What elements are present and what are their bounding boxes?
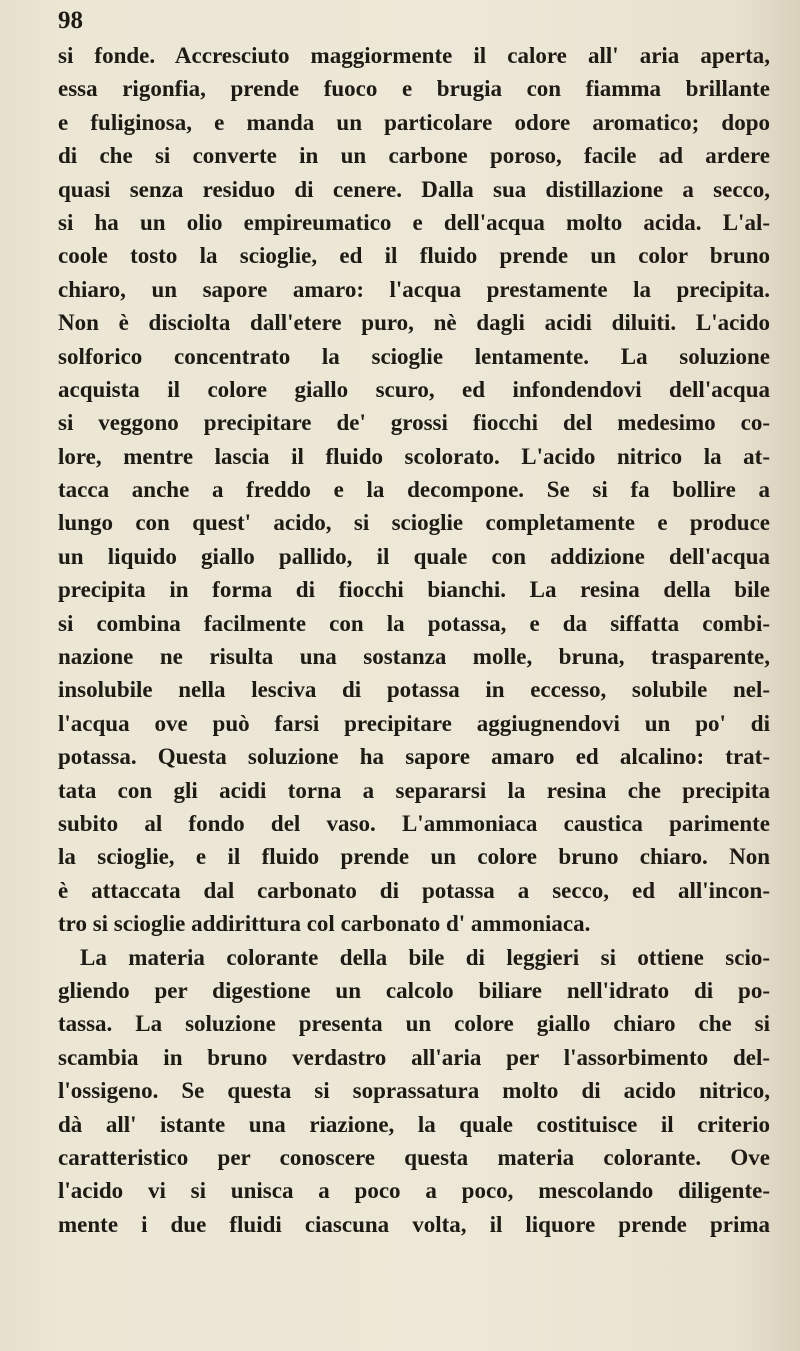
text-line: chiaro, un sapore amaro: l'acqua prestamente la precipita.: [58, 276, 770, 302]
text-line: si ha un olio empireumatico e dell'acqua molto acida. L'al-: [58, 209, 770, 235]
page-number: 98: [58, 7, 83, 34]
text-line: nazione ne risulta una sostanza molle, bruna, trasparente,: [58, 644, 770, 670]
text-line: l'acqua ove può farsi precipitare aggiugnendovi un po' di: [58, 710, 770, 736]
text-line: solforico concentrato la scioglie lentamente. La soluzione: [58, 343, 770, 369]
text-line: si fonde. Accresciuto maggiormente il calore all' aria aperta,: [58, 43, 770, 68]
text-line: l'acido vi si unisca a poco a poco, mescolando diligente-: [58, 1178, 770, 1204]
text-line: Non è disciolta dall'etere puro, nè dagli acidi diluiti. L'acido: [58, 310, 770, 336]
text-line: coole tosto la scioglie, ed il fluido prende un color bruno: [58, 243, 770, 269]
text-line: lore, mentre lascia il fluido scolorato. L'acido nitrico la at-: [58, 443, 770, 469]
text-line: l'ossigeno. Se questa si soprassatura molto di acido nitrico,: [58, 1078, 770, 1104]
body-text: [58, 39, 770, 1241]
text-line: insolubile nella lesciva di potassa in eccesso, solubile nel-: [58, 677, 770, 703]
text-line: tata con gli acidi torna a separarsi la resina che precipita: [58, 777, 770, 803]
text-line: e fuliginosa, e manda un particolare odore aromatico; dopo: [58, 109, 770, 135]
text-line: di che si converte in un carbone poroso, facile ad ardere: [58, 143, 770, 169]
text-line: scambia in bruno verdastro all'aria per l'assorbimento del-: [58, 1044, 770, 1070]
text-line: subito al fondo del vaso. L'ammoniaca caustica parimente: [58, 810, 770, 836]
text-line: lungo con quest' acido, si scioglie completamente e produce: [58, 510, 770, 536]
text-line: mente i due fluidi ciascuna volta, il liquore prende prima: [58, 1211, 770, 1237]
text-line: gliendo per digestione un calcolo biliare nell'idrato di po-: [58, 977, 770, 1003]
text-line: dà all' istante una riazione, la quale costituisce il criterio: [58, 1111, 770, 1137]
text-line: si veggono precipitare de' grossi fiocchi del medesimo co-: [58, 410, 770, 436]
text-line: si combina facilmente con la potassa, e da siffatta combi-: [58, 610, 770, 636]
text-line: precipita in forma di fiocchi bianchi. La resina della bile: [58, 577, 770, 603]
text-line: la scioglie, e il fluido prende un colore bruno chiaro. Non: [58, 844, 770, 870]
text-line: tacca anche a freddo e la decompone. Se si fa bollire a: [58, 477, 770, 503]
text-line: un liquido giallo pallido, il quale con addizione dell'acqua: [58, 543, 770, 569]
text-line: La materia colorante della bile di leggieri si ottiene scio-: [80, 944, 770, 970]
text-line: tro si scioglie addirittura col carbonato d' ammoniaca.: [58, 911, 591, 937]
text-line: potassa. Questa soluzione ha sapore amaro ed alcalino: trat-: [58, 744, 770, 770]
text-line: tassa. La soluzione presenta un colore giallo chiaro che si: [58, 1011, 770, 1037]
text-line: essa rigonfia, prende fuoco e brugia con fiamma brillante: [58, 76, 770, 102]
text-line: è attaccata dal carbonato di potassa a secco, ed all'incon-: [58, 877, 770, 903]
text-line: quasi senza residuo di cenere. Dalla sua distillazione a secco,: [58, 176, 770, 202]
text-line: caratteristico per conoscere questa materia colorante. Ove: [58, 1144, 770, 1170]
text-line: acquista il colore giallo scuro, ed infondendovi dell'acqua: [58, 376, 770, 402]
